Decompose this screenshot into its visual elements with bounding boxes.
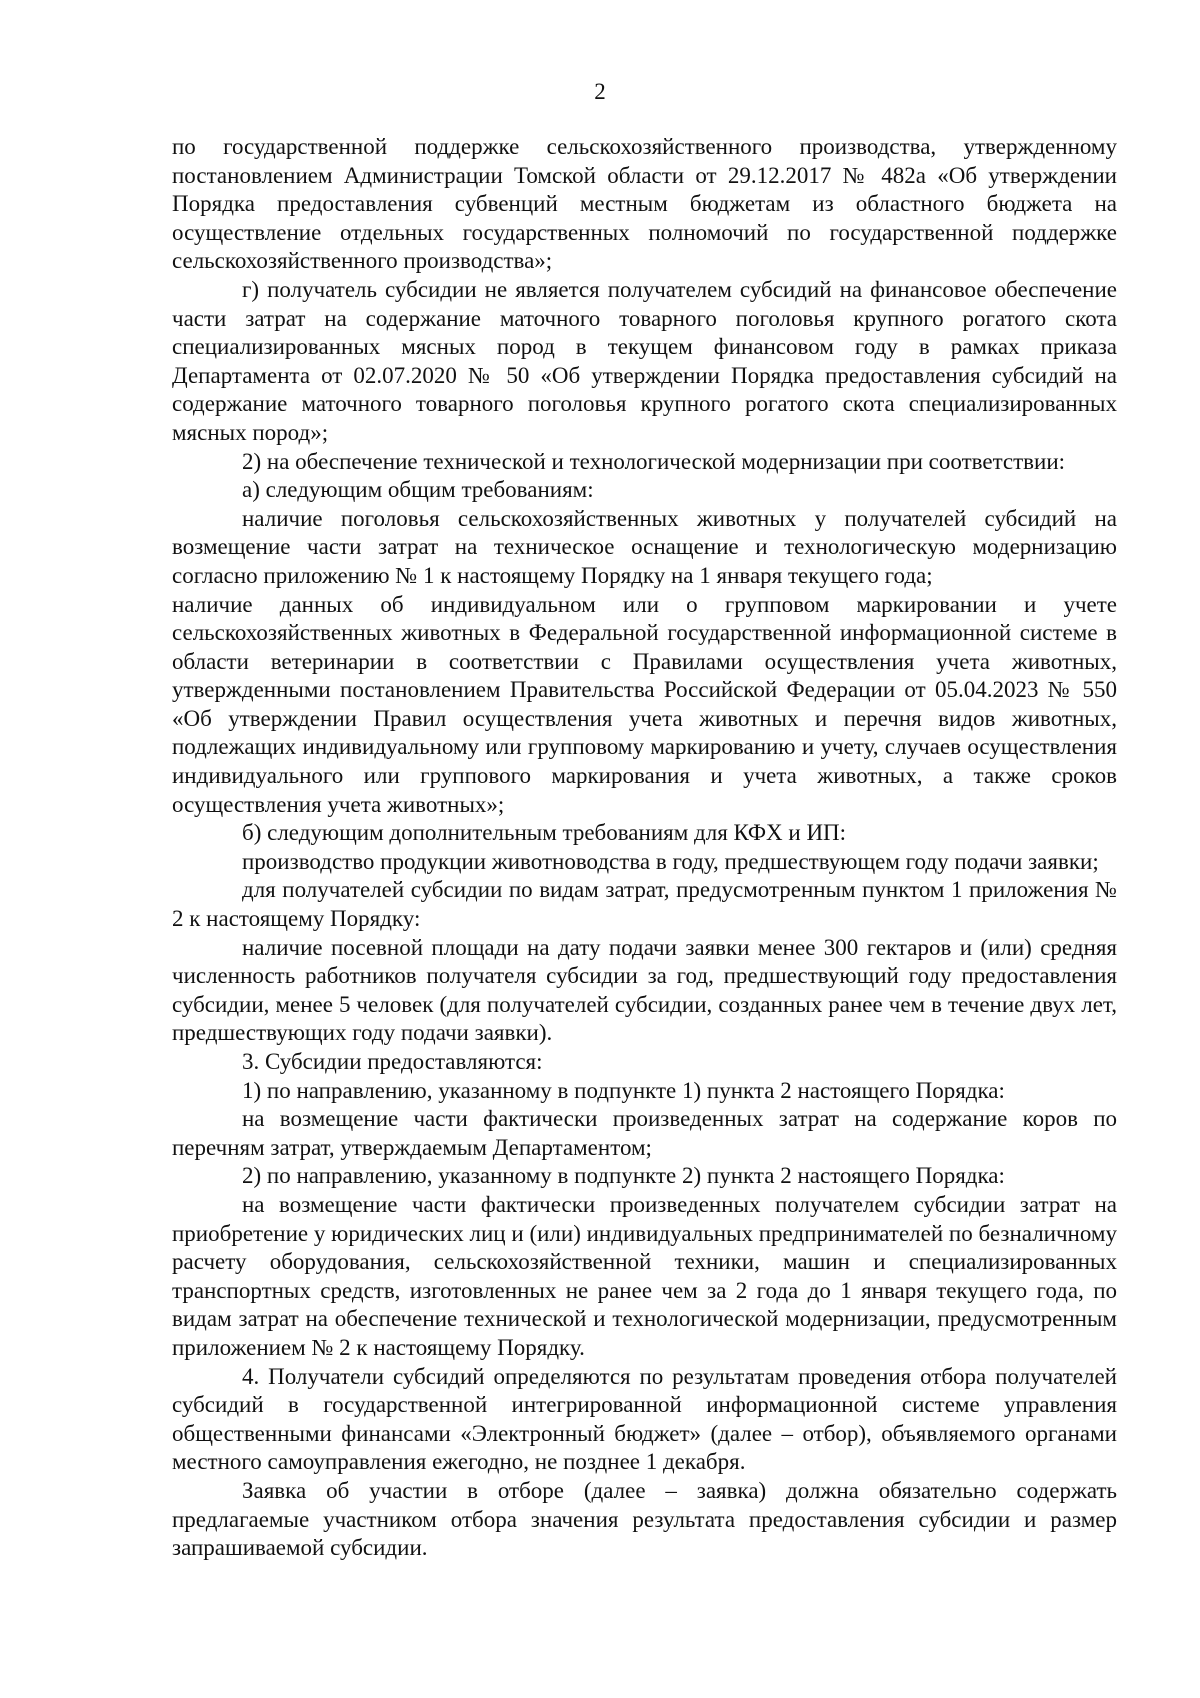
paragraph: б) следующим дополнительным требованиям для КФХ и ИП: <box>242 820 847 846</box>
paragraph: наличие поголовья сельскохозяйственных животных у получателей субсидий на возмещение части затрат на техническое оснащение и технологическую модернизацию согласно приложению № 1 к настоящему Порядку на 1 января текущего года; <box>172 505 1117 588</box>
paragraph: наличие посевной площади на дату подачи заявки менее 300 гектаров и (или) средняя численность работников получателя субсидии за год, предшествующий году предоставления субсидии, менее 5 человек (для получателей субсидии, созданных ранее чем в течение двух лет, предшествующих году подачи заявки). <box>172 934 1117 1046</box>
paragraph: г) получатель субсидии не является получателем субсидий на финансовое обеспечение части затрат на содержание маточного товарного поголовья крупного рогатого скота специализированных мясных пород в текущем финансовом году в рамках приказа Департамента от 02.07.2020 № 50 «Об утверждении Порядка предоставления субсидий на содержание маточного товарного поголовья крупного рогатого скота специализированных мясных пород»; <box>172 276 1117 445</box>
paragraph: наличие данных об индивидуальном или о групповом маркировании и учете сельскохозяйственных животных в Федеральной государственной информационной системе в области ветеринарии в соответствии с Правилами осуществления учета животных, утвержденными постановлением Правительства Российской Федерации от 05.04.2023 № 550 «Об утверждении Правил осуществления учета животных и перечня видов животных, подлежащих индивидуальному или групповому маркированию и учету, случаев осуществления индивидуального или группового маркирования и учета животных, а также сроков осуществления учета животных»; <box>172 591 1117 817</box>
paragraph: для получателей субсидии по видам затрат, предусмотренным пунктом 1 приложения № 2 к настоящему Порядку: <box>172 877 1117 932</box>
document-body <box>172 133 1117 1563</box>
paragraph: 3. Субсидии предоставляются: <box>242 1049 543 1074</box>
paragraph: 2) на обеспечение технической и технологической модернизации при соответствии: <box>242 448 1066 474</box>
page-number: 2 <box>594 79 606 104</box>
paragraph: а) следующим общим требованиям: <box>242 477 594 503</box>
paragraph: по государственной поддержке сельскохозяйственного производства, утвержденному постановлением Администрации Томской области от 29.12.2017 № 482а «Об утверждении Порядка предоставления субвенций местным бюджетам из областного бюджета на осуществление отдельных государственных полномочий по государственной поддержке сельскохозяйственного производства»; <box>172 134 1117 274</box>
paragraph: производство продукции животноводства в году, предшествующем году подачи заявки; <box>242 848 1099 874</box>
paragraph: на возмещение части фактически произведенных получателем субсидии затрат на приобретение у юридических лиц и (или) индивидуальных предпринимателей по безналичному расчету оборудования, сельскохозяйственной техники, машин и специализированных транспортных средств, изготовленных не ранее чем за 2 года до 1 января текущего года, по видам затрат на обеспечение технической и технологической модернизации, предусмотренным приложением № 2 к настоящему Порядку. <box>172 1191 1117 1360</box>
paragraph: 4. Получатели субсидий определяются по результатам проведения отбора получателей субсидий в государственной интегрированной информационной системе управления общественными финансами «Электронный бюджет» (далее – отбор), объявляемого органами местного самоуправления ежегодно, не позднее 1 декабря. <box>172 1363 1117 1475</box>
paragraph: 2) по направлению, указанному в подпункте 2) пункта 2 настоящего Порядка: <box>242 1163 1005 1189</box>
paragraph: Заявка об участии в отборе (далее – заявка) должна обязательно содержать предлагаемые участником отбора значения результата предоставления субсидии и размер запрашиваемой субсидии. <box>172 1477 1117 1561</box>
paragraph: 1) по направлению, указанному в подпункте 1) пункта 2 настоящего Порядка: <box>242 1077 1005 1103</box>
paragraph: на возмещение части фактически произведенных затрат на содержание коров по перечням затрат, утверждаемым Департаментом; <box>172 1106 1117 1160</box>
